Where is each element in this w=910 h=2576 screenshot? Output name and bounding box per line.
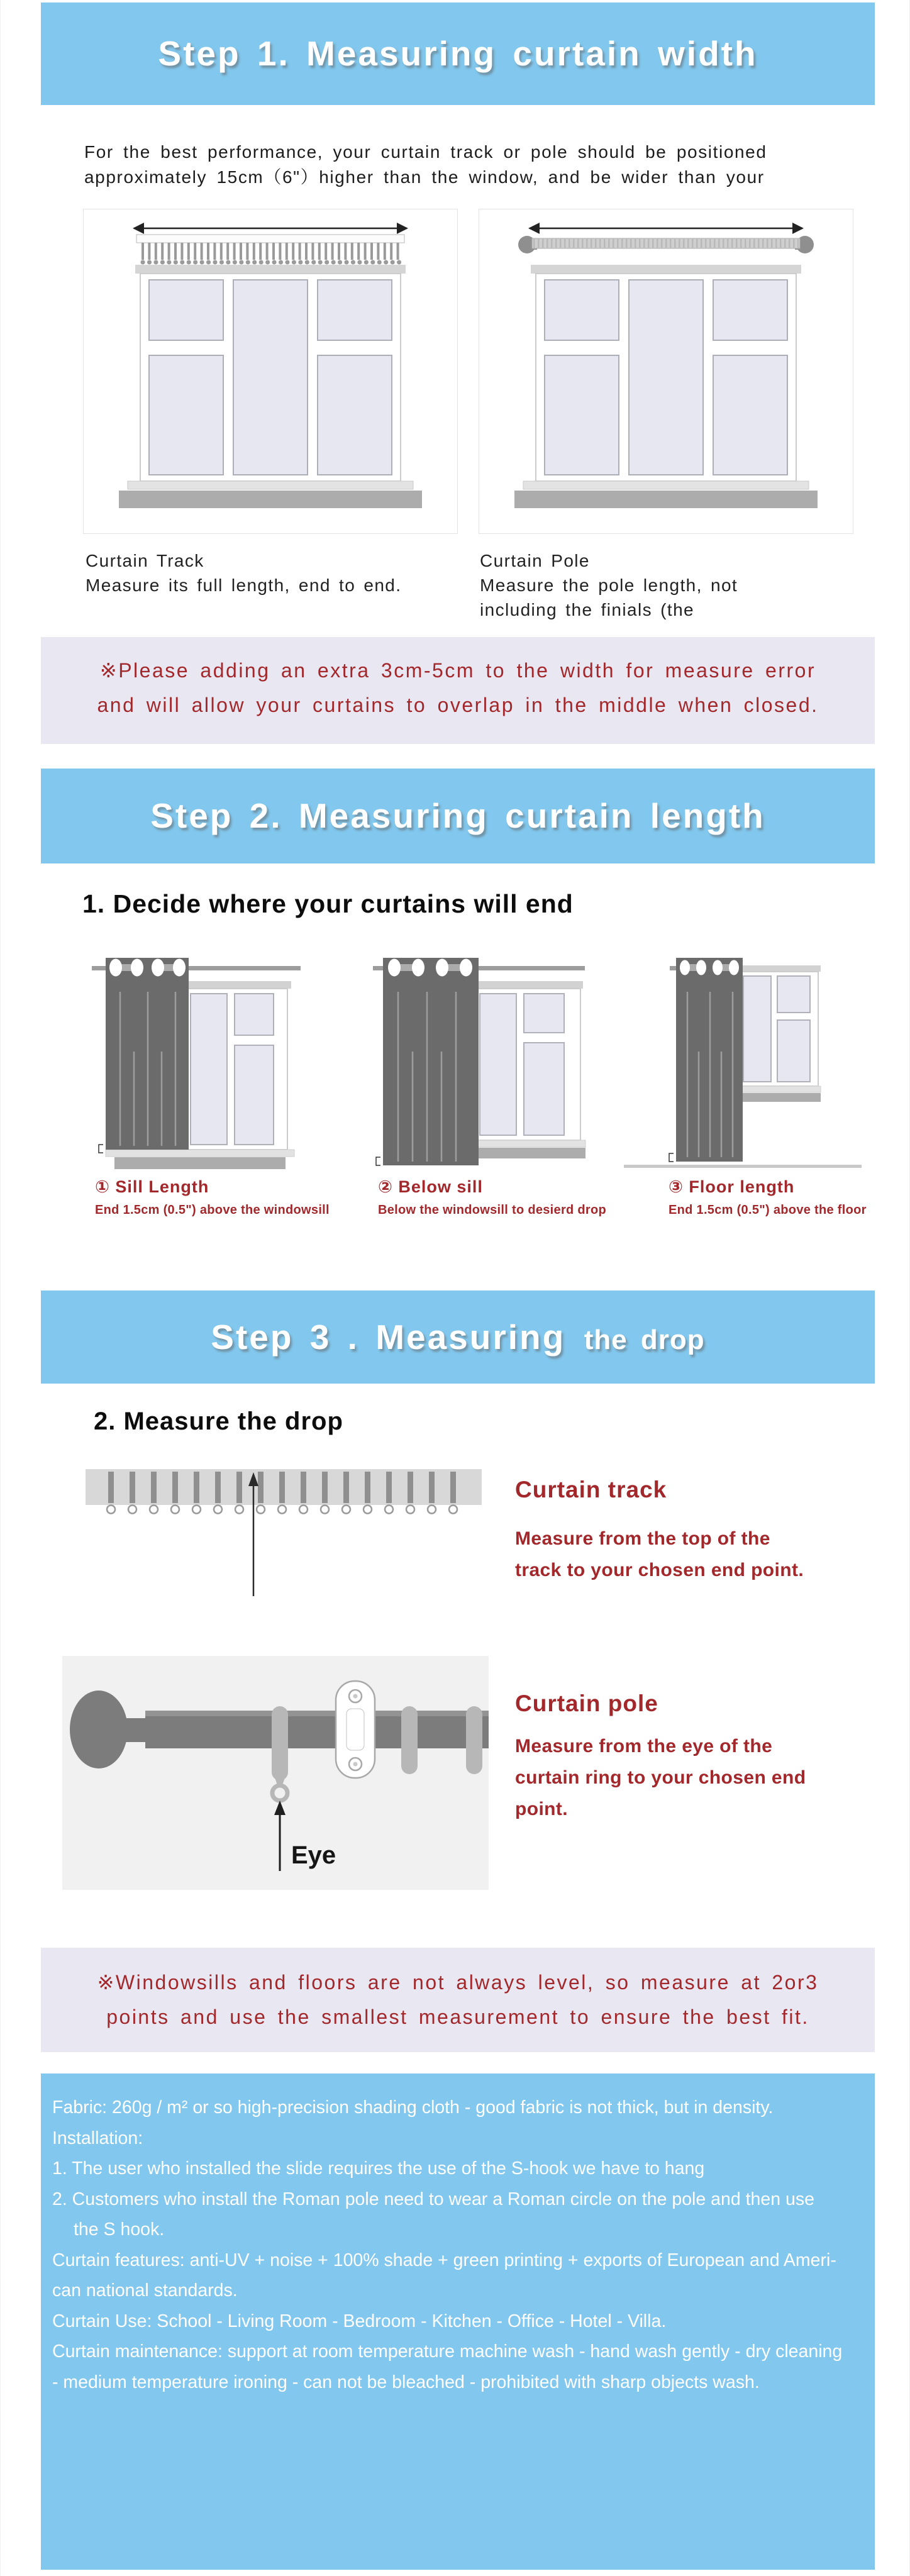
width-measure-note <box>41 637 875 744</box>
footer-line-install-1: 1. The user who installed the slide requires the use of the S-hook we have to hang <box>52 2158 705 2179</box>
option3-desc: End 1.5cm (0.5") above the floor <box>669 1203 867 1217</box>
step3-banner <box>41 1291 875 1384</box>
curtain-pole-eye-illustration <box>62 1656 489 1890</box>
step2-banner-text: Step 2. Measuring curtain length <box>150 796 765 835</box>
track-caption-title: Curtain Track <box>86 551 204 570</box>
curtain-track-desc-line1: Measure from the top of the <box>515 1528 770 1549</box>
curtain-track-window-panel <box>83 209 458 534</box>
floor-length-illustration <box>623 957 862 1174</box>
option1-desc: End 1.5cm (0.5") above the windowsill <box>95 1203 330 1217</box>
curtain-pole-description <box>515 1731 806 1825</box>
footer-line-maintenance: Curtain maintenance: support at room temperature machine wash - hand wash gently - dry cleaning <box>52 2341 843 2362</box>
step2-heading: 1. Decide where your curtains will end <box>82 889 574 918</box>
pole-caption-line2: including the finials (the <box>480 600 695 619</box>
step1-banner <box>41 3 875 105</box>
footer-line-features-2: can national standards. <box>52 2280 238 2301</box>
step1-intro-paragraph <box>84 140 767 190</box>
curtain-pole-desc-line1: Measure from the eye of the <box>515 1736 773 1757</box>
option1-title: ① Sill Length <box>95 1177 209 1196</box>
footer-line-features: Curtain features: anti-UV + noise + 100% shade + green printing + exports of European and Ameri- <box>52 2250 836 2270</box>
curtain-track-title: Curtain track <box>515 1477 667 1502</box>
track-caption <box>86 548 401 597</box>
level-note-line2: points and use the smallest measurement to ensure the best fit. <box>106 2006 809 2028</box>
width-note-line2: and will allow your curtains to overlap in the middle when closed. <box>97 694 819 716</box>
curtain-pole-window-panel <box>479 209 853 534</box>
footer-line-install-2b: the S hook. <box>74 2219 165 2240</box>
sill-length-illustration <box>92 957 302 1174</box>
eye-label: Eye <box>291 1841 336 1869</box>
curtain-pole-desc-line2: curtain ring to your chosen end <box>515 1767 806 1788</box>
footer-line-fabric: Fabric: 260g / m² or so high-precision shading cloth - good fabric is not thick, but in density. <box>52 2097 774 2118</box>
level-measure-note <box>41 1948 875 2052</box>
option2-title: ② Below sill <box>378 1177 483 1196</box>
step1-banner-text: Step 1. Measuring curtain width <box>158 34 758 73</box>
curtain-track-desc-line2: track to your chosen end point. <box>515 1560 804 1580</box>
option2-desc: Below the windowsill to desierd drop <box>378 1203 607 1217</box>
footer-line-maintenance-2: - medium temperature ironing - can not be bleached - prohibited with sharp objects wash. <box>52 2372 760 2392</box>
width-note-line1: ※Please adding an extra 3cm-5cm to the width for measure error <box>99 659 816 682</box>
option-sill-length-caption <box>95 1177 330 1218</box>
step1-intro-line2: approximately 15cm（6"）higher than the window, and be wider than your <box>84 167 765 187</box>
step1-intro-line1: For the best performance, your curtain track or pole should be positioned <box>84 142 767 162</box>
option3-title: ③ Floor length <box>669 1177 795 1196</box>
step3-heading: 2. Measure the drop <box>94 1407 343 1435</box>
level-note-line1: ※Windowsills and floors are not always level, so measure at 2or3 <box>97 1971 819 1994</box>
step2-banner <box>41 769 875 863</box>
pole-caption-line1: Measure the pole length, not <box>480 575 738 595</box>
curtain-pole-title: Curtain pole <box>515 1690 658 1716</box>
footer-line-use: Curtain Use: School - Living Room - Bedroom - Kitchen - Office - Hotel - Villa. <box>52 2311 667 2331</box>
footer-line-install-2: 2. Customers who install the Roman pole need to wear a Roman circle on the pole and then use <box>52 2189 814 2209</box>
option-floor-length-caption <box>669 1177 867 1218</box>
curtain-pole-desc-line3: point. <box>515 1799 569 1819</box>
step3-banner-main: Step 3 . Measuring <box>211 1318 566 1357</box>
track-caption-line: Measure its full length, end to end. <box>86 575 402 595</box>
pole-caption <box>480 548 738 622</box>
product-info-box <box>41 2074 875 2570</box>
curtain-track-description <box>515 1523 804 1586</box>
curtain-pole-window-illustration <box>479 209 853 533</box>
step3-banner-sub: the drop <box>584 1324 705 1355</box>
option-below-sill-caption <box>378 1177 606 1218</box>
footer-line-installation: Installation: <box>52 2128 143 2148</box>
curtain-track-window-illustration <box>84 209 457 533</box>
below-sill-illustration <box>373 957 587 1174</box>
pole-caption-title: Curtain Pole <box>480 551 590 570</box>
curtain-track-strip-illustration <box>86 1467 482 1602</box>
